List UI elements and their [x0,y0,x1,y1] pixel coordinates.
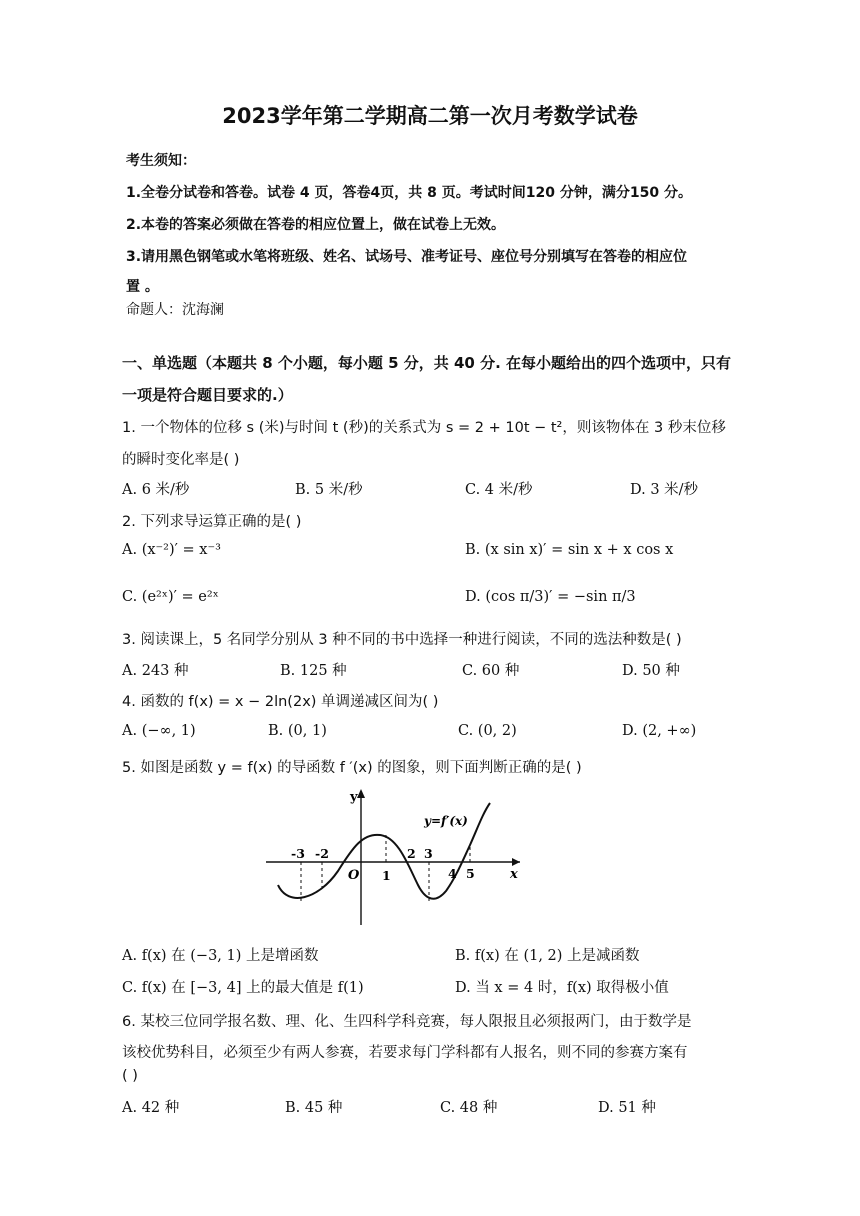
notice-line-2: 2.本卷的答案必须做在答卷的相应位置上，做在试卷上无效。 [126,217,506,233]
question-1-stem-cont: 的瞬时变化率是( ) [122,452,240,468]
notice-line-3b: 置 。 [126,279,159,295]
derivative-graph-figure [258,785,528,930]
question-3-option-a: A. 243 种 [122,663,189,679]
question-6-option-a: A. 42 种 [122,1100,180,1116]
question-4-option-a: A. (−∞, 1) [122,723,196,739]
question-6-stem: 6. 某校三位同学报名数、理、化、生四科学科竞赛，每人限报且必须报两门，由于数学是 [122,1014,692,1030]
notice-line-3a: 3.请用黑色钢笔或水笔将班级、姓名、试场号、准考证号、座位号分别填写在答卷的相应位 [126,249,688,265]
question-5-stem: 5. 如图是函数 y = f(x) 的导函数 f ′(x) 的图象，则下面判断正确的是( ) [122,760,582,776]
tick-label-neg3: -3 [291,846,305,861]
question-6-stem-cont: 该校优势科目，必须至少有两人参赛，若要求每门学科都有人报名，则不同的参赛方案有 [122,1045,688,1061]
question-4-option-b: B. (0, 1) [268,723,327,739]
question-5-option-c: C. f(x) 在 [−3, 4] 上的最大值是 f(1) [122,980,364,996]
y-axis-arrow-icon [357,789,365,798]
question-6-option-c: C. 48 种 [440,1100,498,1116]
question-3-option-b: B. 125 种 [280,663,347,679]
x-axis-arrow-icon [512,858,520,866]
question-6-option-d: D. 51 种 [598,1100,656,1116]
question-2-option-d: D. (cos π/3)′ = −sin π/3 [465,589,636,605]
origin-label: O [348,868,360,883]
section-heading-line-1: 一、单选题（本题共 8 个小题，每小题 5 分，共 40 分. 在每小题给出的四个选项中，只有 [122,354,732,372]
question-1-stem: 1. 一个物体的位移 s (米)与时间 t (秒)的关系式为 s = 2 + 10t − t²，则该物体在 3 秒末位移 [122,420,726,436]
section-heading-line-2: 一项是符合题目要求的.） [122,386,293,404]
tick-label-1: 1 [382,868,391,883]
question-2-option-b: B. (x sin x)′ = sin x + x cos x [465,542,674,558]
tick-label-3: 3 [424,846,433,861]
question-3-stem: 3. 阅读课上，5 名同学分别从 3 种不同的书中选择一种进行阅读，不同的选法种数是( ) [122,632,682,648]
question-2-option-a: A. (x⁻²)′ = x⁻³ [122,542,221,558]
question-4-option-d: D. (2, +∞) [622,723,697,739]
tick-label-4: 4 [448,866,457,881]
page-title: 2023学年第二学期高二第一次月考数学试卷 [222,104,638,128]
author-line: 命题人：沈海澜 [126,302,224,318]
question-5-option-a: A. f(x) 在 (−3, 1) 上是增函数 [122,948,319,964]
notice-heading: 考生须知： [126,153,196,169]
tick-label-5: 5 [466,866,475,881]
question-3-option-d: D. 50 种 [622,663,680,679]
question-1-option-a: A. 6 米/秒 [122,482,190,498]
question-2-option-c: C. (e²ˣ)′ = e²ˣ [122,589,219,605]
y-axis-label: y [350,790,358,805]
curve-label: y=f′(x) [424,814,468,828]
x-axis-label: x [510,867,518,882]
tick-label-2: 2 [407,846,416,861]
question-1-option-c: C. 4 米/秒 [465,482,533,498]
question-6-option-b: B. 45 种 [285,1100,343,1116]
question-5-option-d: D. 当 x = 4 时，f(x) 取得极小值 [455,980,669,996]
question-4-stem: 4. 函数的 f(x) = x − 2ln(2x) 单调递减区间为( ) [122,694,439,710]
notice-line-1: 1.全卷分试卷和答卷。试卷 4 页，答卷4页，共 8 页。考试时间120 分钟，满分150 分。 [126,185,692,201]
question-1-option-b: B. 5 米/秒 [295,482,363,498]
tick-label-neg2: -2 [315,846,329,861]
question-5-option-b: B. f(x) 在 (1, 2) 上是减函数 [455,948,640,964]
question-3-option-c: C. 60 种 [462,663,520,679]
question-1-option-d: D. 3 米/秒 [630,482,699,498]
question-6-stem-paren: ( ) [122,1068,138,1084]
question-4-option-c: C. (0, 2) [458,723,517,739]
question-2-stem: 2. 下列求导运算正确的是( ) [122,514,302,530]
